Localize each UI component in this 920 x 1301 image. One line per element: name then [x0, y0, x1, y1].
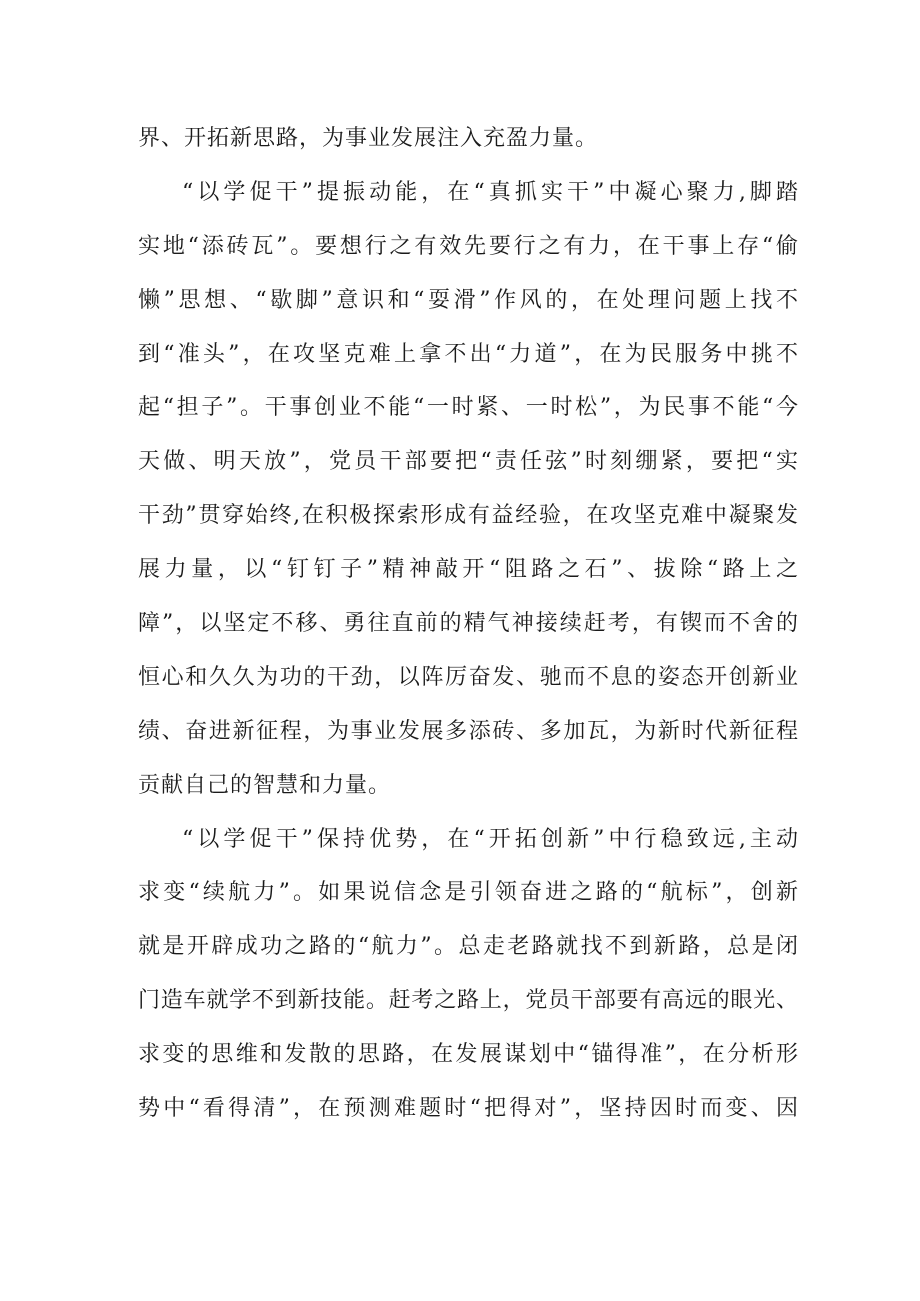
- text-line: 干劲”贯穿始终,在积极探索形成有益经验，在攻坚克难中凝聚发: [138, 503, 798, 529]
- text-line: 就是开辟成功之路的“航力”。总走老路就找不到新路，总是闭: [138, 934, 798, 960]
- paragraph-first-line: “以学促干”保持优势，在“开拓创新”中行稳致远,主动: [182, 826, 798, 852]
- text-line: 贡献自己的智慧和力量。: [138, 772, 392, 798]
- text-line: 门造车就学不到新技能。赶考之路上，党员干部要有高远的眼光、: [138, 988, 798, 1014]
- text-line: 天做、明天放”，党员干部要把“责任弦”时刻绷紧，要把“实: [138, 449, 798, 475]
- text-line: 求变的思维和发散的思路，在发展谋划中“锚得准”，在分析形: [138, 1042, 798, 1068]
- paragraph-first-line: “以学促干”提振动能，在“真抓实干”中凝心聚力,脚踏: [182, 179, 798, 205]
- text-line: 到“准头”，在攻坚克难上拿不出“力道”，在为民服务中挑不: [138, 341, 798, 367]
- body-text: [138, 112, 798, 1136]
- text-line: 界、开拓新思路，为事业发展注入充盈力量。: [138, 126, 599, 151]
- text-line: 势中“看得清”，在预测难题时“把得对”，坚持因时而变、因: [138, 1096, 798, 1122]
- text-line: 实地“添砖瓦”。要想行之有效先要行之有力，在干事上存“偷: [138, 233, 798, 259]
- text-line: 懒”思想、“歇脚”意识和“耍滑”作风的，在处理问题上找不: [138, 287, 798, 313]
- text-line: 展力量，以“钉钉子”精神敲开“阻路之石”、拔除“路上之: [138, 557, 798, 583]
- text-line: 求变“续航力”。如果说信念是引领奋进之路的“航标”，创新: [138, 880, 798, 906]
- text-line: 恒心和久久为功的干劲，以阵厉奋发、驰而不息的姿态开创新业: [138, 664, 798, 690]
- text-line: 起“担子”。干事创业不能“一时紧、一时松”，为民事不能“今: [138, 395, 798, 421]
- text-line: 障”，以坚定不移、勇往直前的精气神接续赶考，有锲而不舍的: [138, 611, 798, 637]
- text-line: 绩、奋进新征程，为事业发展多添砖、多加瓦，为新时代新征程: [138, 718, 798, 744]
